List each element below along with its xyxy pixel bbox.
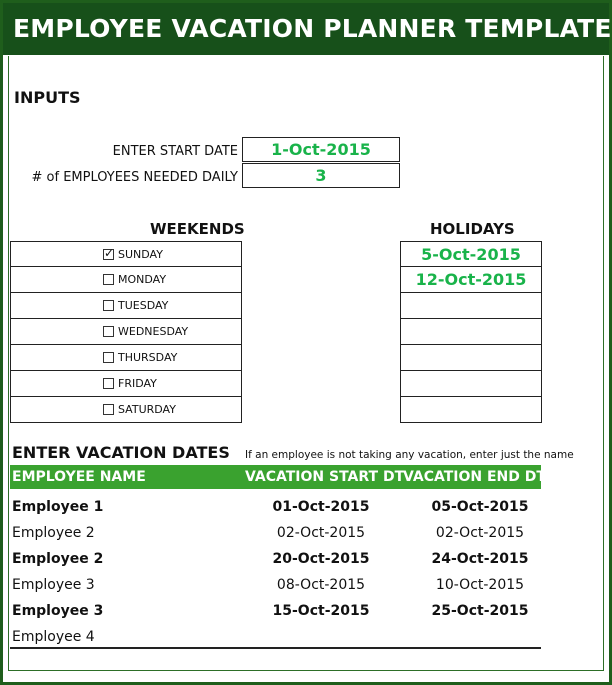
vacation-start-cell[interactable]: 20-Oct-2015 — [272, 551, 370, 567]
thursday-checkbox[interactable] — [103, 352, 114, 363]
vacation-end-cell[interactable]: 10-Oct-2015 — [435, 577, 525, 593]
holiday-cell[interactable] — [400, 293, 542, 319]
table-row — [10, 572, 541, 598]
table-row — [10, 520, 541, 546]
employee-name-column-header: EMPLOYEE NAME — [12, 469, 146, 485]
page-title: EMPLOYEE VACATION PLANNER TEMPLATE — [3, 3, 609, 55]
table-row — [10, 598, 541, 624]
weekend-day-label: MONDAY — [118, 273, 167, 286]
holiday-cell[interactable]: 12-Oct-2015 — [400, 267, 542, 293]
vacation-table — [10, 494, 541, 650]
employee-name-cell[interactable]: Employee 3 — [12, 577, 95, 593]
saturday-checkbox[interactable] — [103, 404, 114, 415]
weekend-day-label: TUESDAY — [118, 299, 169, 312]
vacation-end-cell[interactable]: 24-Oct-2015 — [431, 551, 529, 567]
tuesday-checkbox[interactable] — [103, 300, 114, 311]
vacation-end-cell[interactable]: 02-Oct-2015 — [435, 525, 525, 541]
holidays-table — [400, 241, 542, 423]
holiday-cell[interactable] — [400, 397, 542, 423]
weekend-row-monday — [10, 267, 242, 293]
vacation-start-cell[interactable]: 15-Oct-2015 — [272, 603, 370, 619]
weekend-row-saturday — [10, 397, 242, 423]
start-date-label: ENTER START DATE — [112, 144, 238, 159]
table-row — [10, 546, 541, 572]
holiday-cell[interactable] — [400, 345, 542, 371]
holiday-cell[interactable] — [400, 319, 542, 345]
weekends-table — [10, 241, 242, 423]
wednesday-checkbox[interactable] — [103, 326, 114, 337]
weekend-row-sunday — [10, 241, 242, 267]
employee-name-cell[interactable]: Employee 4 — [12, 629, 95, 645]
weekend-day-label: FRIDAY — [118, 377, 157, 390]
employee-name-cell[interactable]: Employee 1 — [12, 499, 104, 515]
vacation-start-cell[interactable]: 02-Oct-2015 — [276, 525, 366, 541]
weekend-day-label: WEDNESDAY — [118, 325, 189, 338]
holiday-cell[interactable]: 5-Oct-2015 — [400, 241, 542, 267]
weekend-row-thursday — [10, 345, 242, 371]
weekend-day-label: SUNDAY — [118, 247, 163, 261]
sunday-checkbox[interactable] — [103, 249, 114, 260]
vacation-end-cell[interactable]: 25-Oct-2015 — [431, 603, 529, 619]
holidays-heading: HOLIDAYS — [430, 220, 515, 238]
employees-needed-input[interactable]: 3 — [242, 163, 400, 188]
vacation-end-cell[interactable]: 05-Oct-2015 — [431, 499, 529, 515]
weekend-row-tuesday — [10, 293, 242, 319]
vacation-start-column-header: VACATION START DT — [245, 469, 405, 485]
vacation-heading: ENTER VACATION DATES — [12, 443, 230, 462]
vacation-end-column-header: VACATION END DT — [403, 469, 546, 485]
employees-needed-label: # of EMPLOYEES NEEDED DAILY — [31, 170, 238, 185]
employee-name-cell[interactable]: Employee 2 — [12, 525, 95, 541]
inputs-heading: INPUTS — [14, 88, 81, 107]
start-date-input[interactable]: 1-Oct-2015 — [242, 137, 400, 162]
monday-checkbox[interactable] — [103, 274, 114, 285]
employee-name-cell[interactable]: Employee 3 — [12, 603, 104, 619]
weekend-day-label: SATURDAY — [118, 403, 176, 416]
vacation-table-bottom-border — [10, 647, 541, 649]
friday-checkbox[interactable] — [103, 378, 114, 389]
employee-name-cell[interactable]: Employee 2 — [12, 551, 104, 567]
vacation-note: If an employee is not taking any vacation, enter just the name — [245, 449, 574, 461]
vacation-table-header — [10, 465, 546, 489]
holiday-cell[interactable] — [400, 371, 542, 397]
weekend-row-friday — [10, 371, 242, 397]
weekend-row-wednesday — [10, 319, 242, 345]
vacation-start-cell[interactable]: 08-Oct-2015 — [276, 577, 366, 593]
table-row — [10, 494, 541, 520]
vacation-start-cell[interactable]: 01-Oct-2015 — [272, 499, 370, 515]
weekends-heading: WEEKENDS — [150, 220, 245, 238]
weekend-day-label: THURSDAY — [118, 351, 178, 364]
